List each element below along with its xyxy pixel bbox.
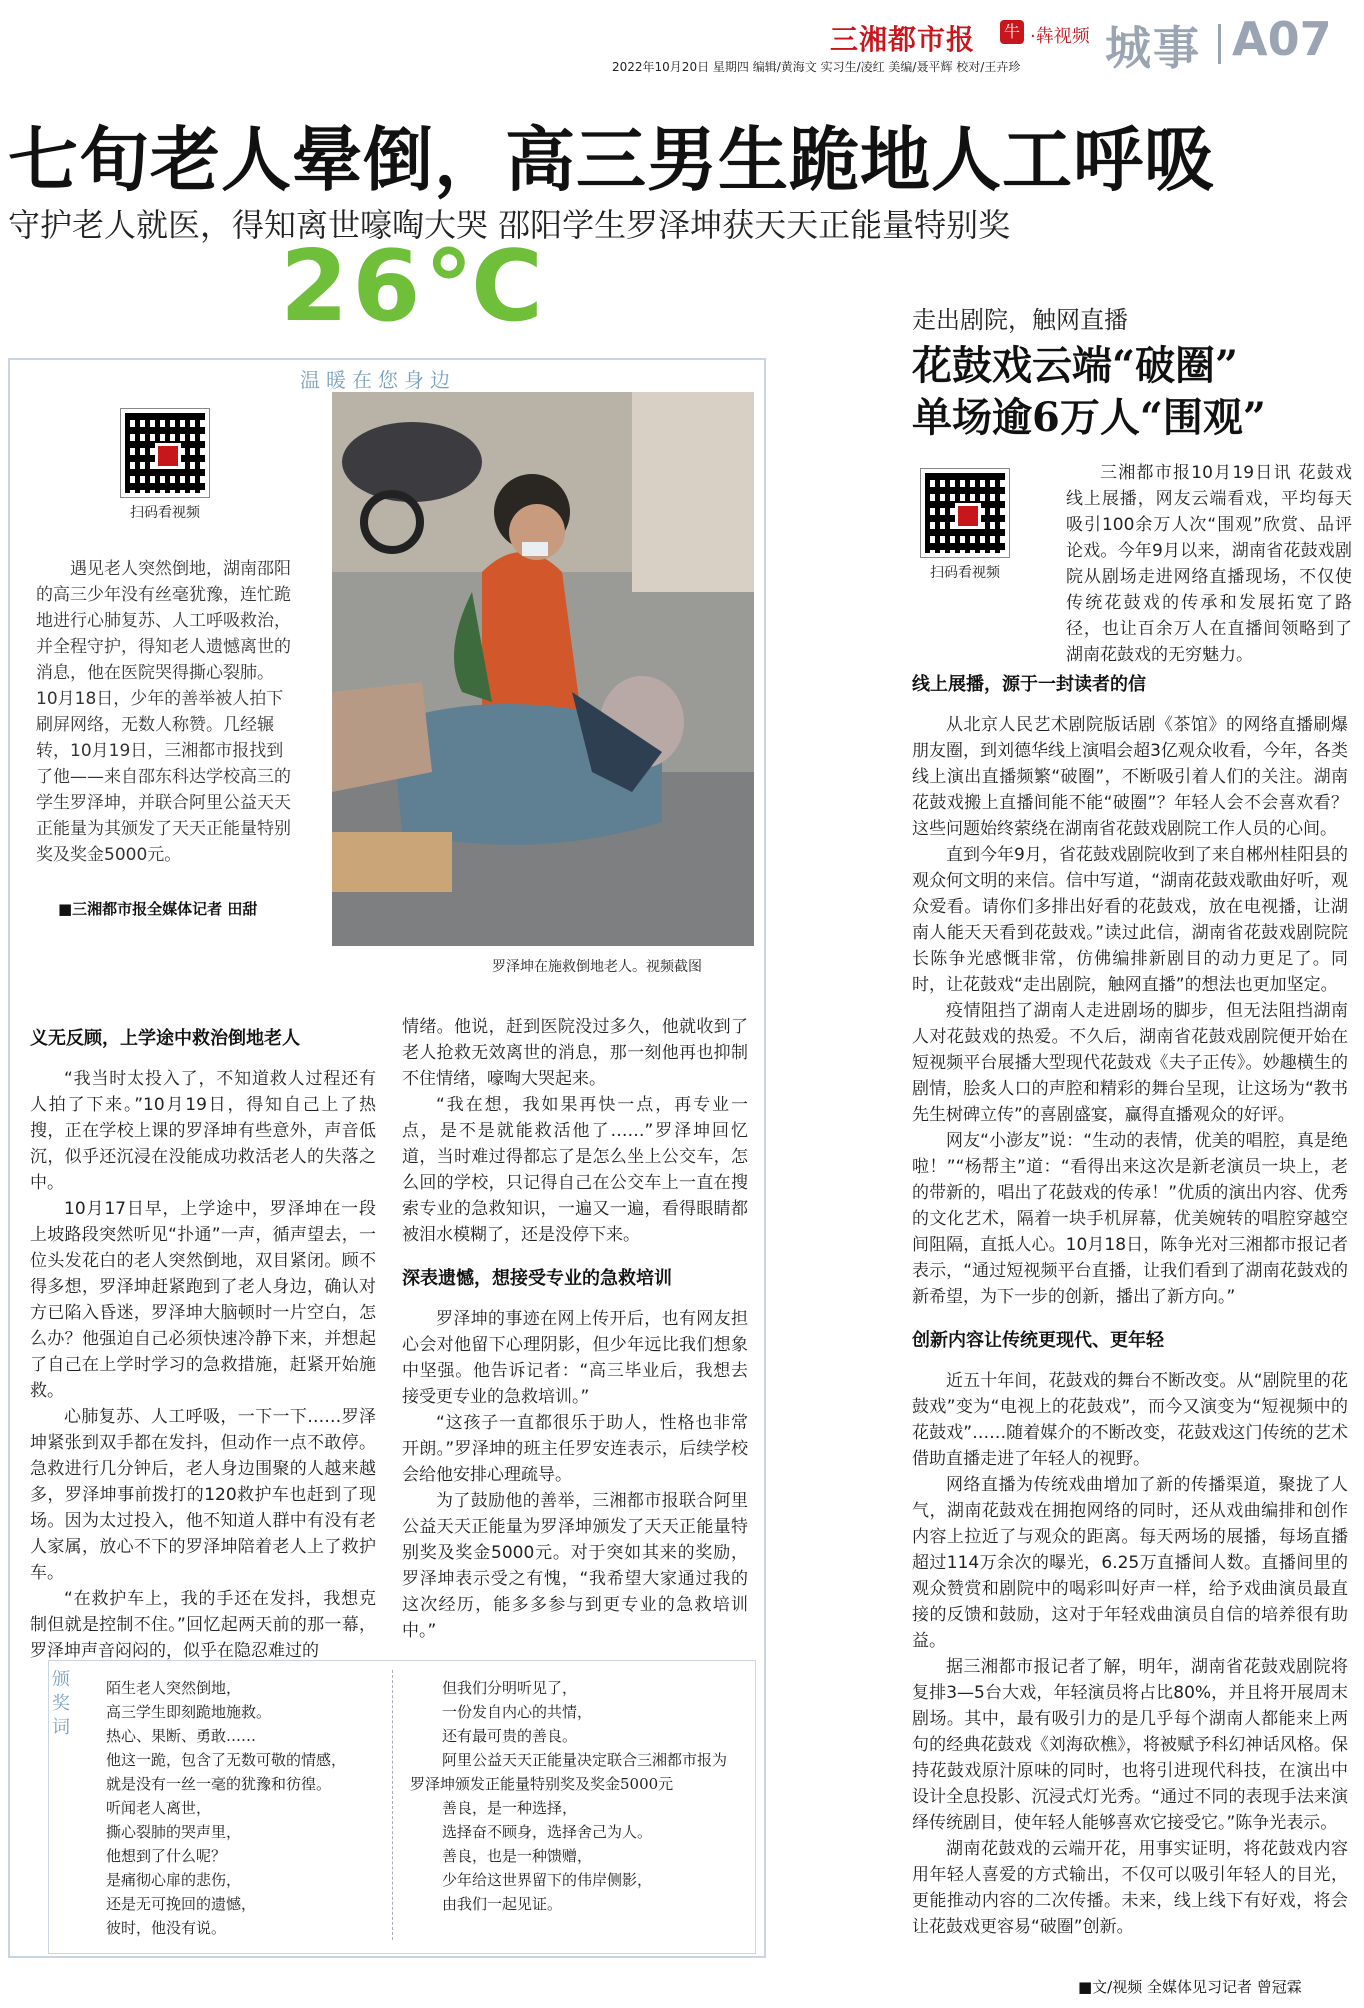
- right-kicker: 走出剧院，触网直播: [912, 306, 1128, 334]
- rescue-photo: [332, 392, 754, 946]
- paragraph: 近五十年间，花鼓戏的舞台不断改变。从“剧院里的花鼓戏”变为“电视上的花鼓戏”，而今又演变为“短视频中的花鼓戏”……随着媒介的不断改变，花鼓戏这门传统的艺术借助直播走进了年轻人的视野。: [912, 1371, 1348, 1469]
- page-number: A07: [1232, 12, 1332, 66]
- photo-caption: 罗泽坤在施救倒地老人。视频截图: [492, 959, 702, 975]
- section-heading-1: 义无反顾，上学途中救治倒地老人: [30, 1028, 300, 1049]
- section-heading-2: 深表遗憾，想接受专业的急救培训: [402, 1268, 672, 1289]
- paragraph: 10月17日早，上学途中，罗泽坤在一段上坡路段突然听见“扑通”一声，循声望去，一位头发花白的老人突然倒地，双目紧闭。顾不得多想，罗泽坤赶紧跑到了老人身边，确认对方已陷入昏迷，罗泽坤大脑顿时一片空白，怎么办？他强迫自己必须快速冷静下来，并想起了自己在上学时学习的急救措施，赶紧开始施救。: [30, 1199, 376, 1401]
- paragraph: “在救护车上，我的手还在发抖，我想克制但就是控制不住。”回忆起两天前的那一幕，罗泽坤声音闷闷的，似乎在隐忍难过的: [30, 1589, 376, 1661]
- paragraph: 罗泽坤的事迹在网上传开后，也有网友担心会对他留下心理阴影，但少年远比我们想象中坚强。他告诉记者：“高三毕业后，我想去接受更专业的急救培训。”: [402, 1309, 748, 1407]
- poem-line: 但我们分明听见了，: [442, 1679, 578, 1697]
- paragraph: 为了鼓励他的善举，三湘都市报联合阿里公益天天正能量为罗泽坤颁发了天天正能量特别奖及奖金5000元。对于突如其来的奖励，罗泽坤表示受之有愧，“我希望大家通过我的这次经历，能多多参与到更专业的急救培训中。”: [402, 1491, 748, 1641]
- temperature-tagline: 温暖在您身边: [300, 368, 456, 392]
- section-divider: [1218, 24, 1221, 64]
- poem-line: 选择奋不顾身，选择舍己为人。: [442, 1823, 653, 1841]
- poem-line: 听闻老人离世，: [106, 1799, 212, 1817]
- qr-code-icon: [125, 413, 205, 493]
- poem-line: 热心、果断、勇敢……: [106, 1727, 257, 1745]
- paragraph: 据三湘都市报记者了解，明年，湖南省花鼓戏剧院将复排3—5台大戏，年轻演员将占比80%，并且将开展周末剧场。其中，最有吸引力的是几乎每个湖南人都能来上两句的经典花鼓戏《刘海砍樵》，将被赋予科幻神话风格。保持花鼓戏原汁原味的同时，也将引进现代科技，在演出中设计全息投影、沉浸式灯光秀。“通过不同的表现手法来演绎传统剧目，使年轻人能够喜欢它接受它。”陈争光表示。: [912, 1657, 1348, 1833]
- reporter-byline: ■三湘都市报全媒体记者 田甜: [58, 900, 258, 918]
- paragraph: 直到今年9月，省花鼓戏剧院收到了来自郴州桂阳县的观众何文明的来信。信中写道，“湖南花鼓戏歌曲好听，观众爱看。请你们多排出好看的花鼓戏，放在电视播，让湖南人能天天看到花鼓戏。”读过此信，湖南省花鼓戏剧院院长陈争光感慨非常，仿佛编排新剧目的动力更足了。同时，让花鼓戏“走出剧院，触网直播”的想法也更加坚定。: [912, 845, 1348, 995]
- brand-logo-icon: 牛: [1000, 20, 1024, 44]
- poem-line: 还有最可贵的善良。: [442, 1727, 578, 1745]
- award-citation-left: [106, 1676, 396, 1940]
- paragraph: 疫情阻挡了湖南人走进剧场的脚步，但无法阻挡湖南人对花鼓戏的热爱。不久后，湖南省花鼓戏剧院便开始在短视频平台展播大型现代花鼓戏《夫子正传》。妙趣横生的剧情，脍炙人口的声腔和精彩的舞台呈现，让这场为“教书先生树碑立传”的喜剧盛宴，赢得直播观众的好评。: [912, 1001, 1348, 1125]
- article-column-2: [402, 1014, 748, 1644]
- poem-line: 少年给这世界留下的伟岸侧影，: [442, 1871, 653, 1889]
- temperature-badge: 26℃: [280, 230, 548, 344]
- paragraph: “我在想，我如果再快一点，再专业一点，是不是就能救活他了……”罗泽坤回忆道，当时难过得都忘了是怎么坐上公交车，怎么回的学校，只记得自己在公交车上一直在搜索专业的急救知识，一遍又一遍，看得眼睛都被泪水模糊了，还是没停下来。: [402, 1095, 748, 1245]
- article-column-1: [30, 1066, 376, 1664]
- page-headline: 七旬老人晕倒，高三男生跪地人工呼吸: [8, 118, 1215, 201]
- poem-line: 就是没有一丝一毫的犹豫和彷徨。: [106, 1775, 332, 1793]
- section-name: 城事: [1105, 21, 1201, 75]
- paragraph: 湖南花鼓戏的云端开花，用事实证明，将花鼓戏内容用年轻人喜爱的方式输出，不仅可以吸引年轻人的目光，更能推动内容的二次传播。未来，线上线下有好戏，将会让花鼓戏更容易“破圈”创新。: [912, 1839, 1348, 1937]
- paragraph: “这孩子一直都很乐于助人，性格也非常开朗。”罗泽坤的班主任罗安连表示，后续学校会给他安排心理疏导。: [402, 1413, 748, 1485]
- page-subheadline: 守护老人就医，得知离世嚎啕大哭 邵阳学生罗泽坤获天天正能量特别奖: [8, 206, 1011, 244]
- poem-line: 彼时，他没有说。: [106, 1919, 227, 1937]
- section-heading-3: 线上展播，源于一封读者的信: [912, 674, 1146, 695]
- paragraph: 网络直播为传统戏曲增加了新的传播渠道，聚拢了人气，湖南花鼓戏在拥抱网络的同时，还从戏曲编排和创作内容上拉近了与观众的距离。每天两场的展播，每场直播超过114万余次的曝光，6.25万直播间人数。直播间里的观众赞赏和剧院中的喝彩叫好声一样，给予戏曲演员最直接的反馈和鼓励，这对于年轻戏曲演员自信的培养很有助益。: [912, 1475, 1348, 1651]
- paragraph: 心肺复苏、人工呼吸，一下一下……罗泽坤紧张到双手都在发抖，但动作一点不敢停。急救进行几分钟后，老人身边围聚的人越来越多，罗泽坤事前拨打的120救护车也赶到了现场。因为太过投入，他不知道人群中有没有老人家属，放心不下的罗泽坤陪着老人上了救护车。: [30, 1407, 376, 1583]
- paragraph: 网友“小澎友”说：“生动的表情，优美的唱腔，真是绝啦！”“杨帮主”道：“看得出来这次是新老演员一块上，老的带新的，唱出了花鼓戏的传承！”优质的演出内容、优秀的文化艺术，隔着一块手机屏幕，优美婉转的唱腔穿越空间阻隔，直抵人心。10月18日，陈争光对三湘都市报记者表示，“通过短视频平台直播，让我们看到了湖南花鼓戏的新希望，为下一步的创新，播出了新方向。”: [912, 1131, 1348, 1307]
- paragraph: 情绪。他说，赶到医院没过多久，他就收到了老人抢救无效离世的消息，那一刻他再也抑制不住情绪，嚎啕大哭起来。: [402, 1017, 748, 1089]
- article-intro: 遇见老人突然倒地，湖南邵阳的高三少年没有丝毫犹豫，连忙跪地进行心肺复苏、人工呼吸救治，并全程守护，得知老人遗憾离世的消息，他在医院哭得撕心裂肺。10月18日，少年的善举被人拍下刷屏网络，无数人称赞。几经辗转，10月19日，三湘都市报找到了他——来自邵东科达学校高三的学生罗泽坤，并联合阿里公益天天正能量为其颁发了天天正能量特别奖及奖金5000元。: [36, 559, 291, 865]
- poem-line: 是痛彻心扉的悲伤，: [106, 1871, 242, 1889]
- qr-code-left[interactable]: [120, 408, 210, 522]
- poem-line: 陌生老人突然倒地，: [106, 1679, 242, 1697]
- poem-line: 高三学生即刻跪地施救。: [106, 1703, 272, 1721]
- qr-caption: 扫码看视频: [930, 565, 1000, 581]
- brand-sub: ·犇视频: [1030, 26, 1090, 47]
- right-reporter-byline: ■文/视频 全媒体见习记者 曾冠霖: [1078, 1978, 1302, 1996]
- paragraph: “我当时太投入了，不知道救人过程还有人拍了下来。”10月19日，得知自己上了热搜，正在学校上课的罗泽坤有些意外，声音低沉，似乎还沉浸在没能成功救活老人的失落之中。: [30, 1069, 376, 1193]
- poem-line: 撕心裂肺的哭声里，: [106, 1823, 242, 1841]
- right-headline-line2: 单场逾6万人“围观”: [912, 394, 1266, 441]
- poem-line: 阿里公益天天正能量决定联合三湘都市报为罗泽坤颁发正能量特别奖及奖金5000元: [410, 1751, 728, 1793]
- poem-line: 由我们一起见证。: [442, 1895, 563, 1913]
- section-heading-4: 创新内容让传统更现代、更年轻: [912, 1330, 1164, 1351]
- qr-caption: 扫码看视频: [130, 505, 200, 521]
- paragraph: 从北京人民艺术剧院版话剧《茶馆》的网络直播刷爆朋友圈，到刘德华线上演唱会超3亿观众收看，今年，各类线上演出直播频繁“破圈”，不断吸引着人们的关注。湖南花鼓戏搬上直播间能不能“破圈”？年轻人会不会喜欢看？这些问题始终萦绕在湖南省花鼓戏剧院工作人员的心间。: [912, 715, 1348, 839]
- dateline: 2022年10月20日 星期四 编辑/黄海文 实习生/凌红 美编/聂平辉 校对/王卉珍: [612, 60, 1021, 74]
- brand-name: 三湘都市报: [830, 23, 976, 56]
- poem-line: 他想到了什么呢？: [106, 1847, 227, 1865]
- award-citation-right: [410, 1676, 740, 1916]
- poem-line: 善良，是一种选择，: [442, 1799, 578, 1817]
- award-citation-label: 颁奖词: [52, 1669, 70, 1738]
- poem-line: 还是无可挽回的遗憾，: [106, 1895, 257, 1913]
- rescue-photo-illustration: [332, 392, 754, 946]
- right-lead: 三湘都市报10月19日讯 花鼓戏线上展播，网友云端看戏，平均每天吸引100余万人次“围观”欣赏、品评论戏。今年9月以来，湖南省花鼓戏剧院从剧场走进网络直播现场，不仅使传统花鼓戏的传承和发展拓宽了路径，也让百余万人在直播间领略到了湖南花鼓戏的无穷魅力。: [1066, 463, 1352, 665]
- poem-line: 一份发自内心的共情，: [442, 1703, 593, 1721]
- poem-line: 善良，也是一种馈赠，: [442, 1847, 593, 1865]
- qr-code-right[interactable]: [920, 468, 1010, 582]
- poem-line: 他这一跪，包含了无数可敬的情感，: [106, 1751, 347, 1769]
- right-headline-line1: 花鼓戏云端“破圈”: [912, 342, 1239, 389]
- qr-code-icon: [925, 473, 1005, 553]
- right-article-body: [912, 672, 1348, 1940]
